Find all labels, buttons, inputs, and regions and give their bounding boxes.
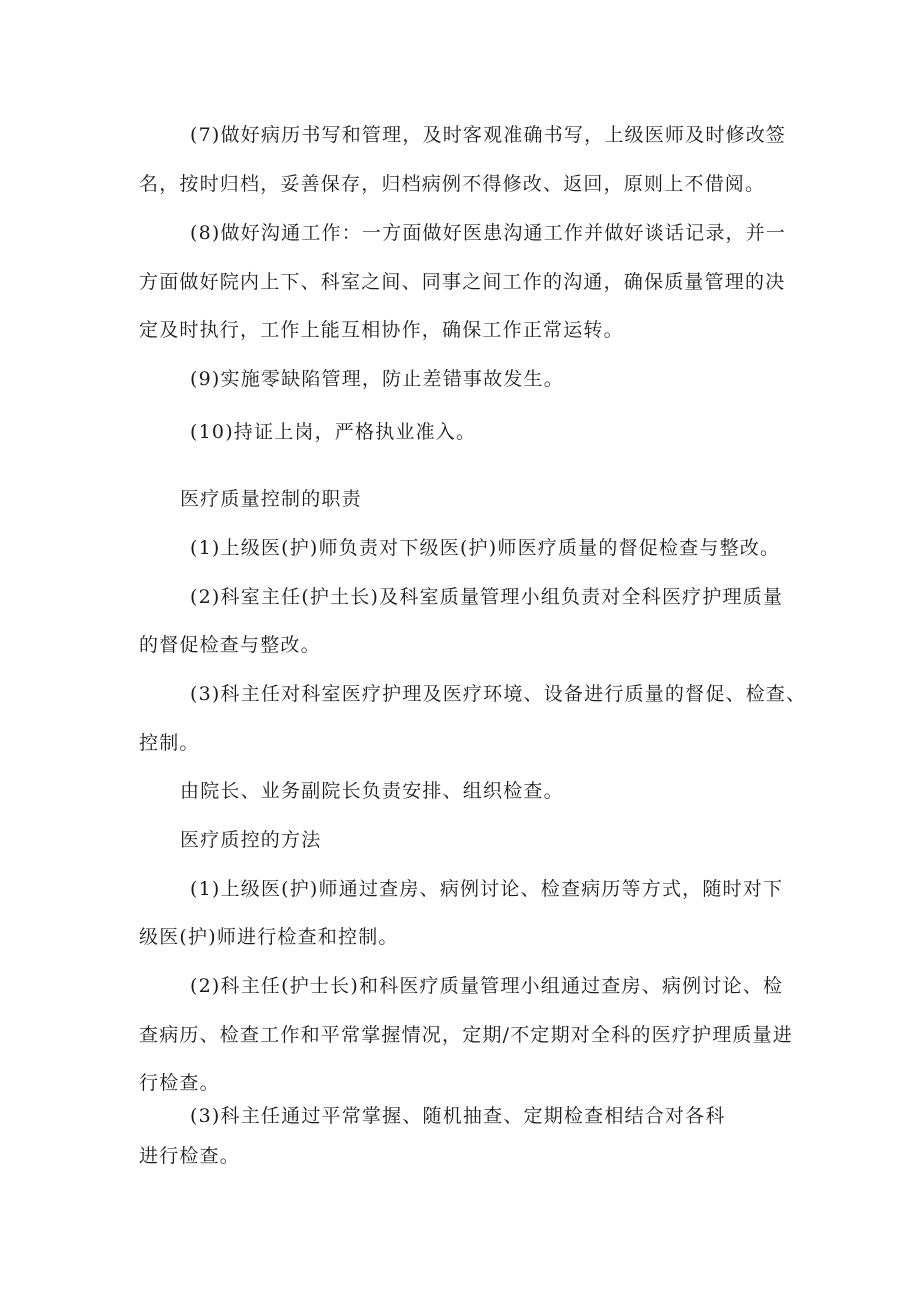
method-2-line-2: 查病历、检查工作和平常掌握情况，定期/不定期对全科的医疗护理质量进 [139, 1024, 794, 1046]
duty-1: (1)上级医(护)师负责对下级医(护)师医疗质量的督促检查与整改。 [190, 537, 781, 559]
paragraph-10: (10)持证上岗，严格执业准入。 [190, 421, 477, 443]
method-2-line-1: (2)科主任(护士长)和科医疗质量管理小组通过查房、病例讨论、检 [190, 975, 784, 997]
method-3-line-2: 进行检查。 [139, 1145, 241, 1167]
section-heading-quality-control-methods: 医疗质控的方法 [180, 829, 322, 851]
method-2-line-3: 行检查。 [139, 1072, 220, 1094]
paragraph-7-line-2: 名，按时归档，妥善保存，归档病例不得修改、返回，原则上不借阅。 [139, 173, 766, 195]
paragraph-9: (9)实施零缺陷管理，防止差错事故发生。 [190, 368, 564, 390]
method-1-line-2: 级医(护)师进行检查和控制。 [139, 926, 399, 948]
method-1-line-1: (1)上级医(护)师通过查房、病例讨论、检查病历等方式，随时对下 [190, 878, 784, 900]
method-3-line-1: (3)科主任通过平常掌握、随机抽查、定期检查相结合对各科 [190, 1105, 726, 1127]
duty-3-line-1: (3)科主任对科室医疗护理及医疗环境、设备进行质量的督促、检查、 [190, 683, 807, 705]
paragraph-8-line-3: 定及时执行，工作上能互相协作，确保工作正常运转。 [139, 319, 624, 341]
paragraph-8-line-1: (8)做好沟通工作：一方面做好医患沟通工作并做好谈话记录，并一 [190, 222, 787, 244]
duty-3-line-2: 控制。 [139, 732, 200, 754]
paragraph-7-line-1: (7)做好病历书写和管理，及时客观准确书写，上级医师及时修改签 [190, 124, 787, 146]
section-heading-quality-control-duties: 医疗质量控制的职责 [180, 488, 362, 510]
paragraph-8-line-2: 方面做好院内上下、科室之间、同事之间工作的沟通，确保质量管理的决 [139, 271, 786, 293]
duty-2-line-2: 的督促检查与整改。 [139, 634, 321, 656]
duty-2-line-1: (2)科室主任(护土长)及科室质量管理小组负责对全科医疗护理质量 [190, 586, 784, 608]
director-responsibility: 由院长、业务副院长负责安排、组织检查。 [180, 780, 564, 802]
